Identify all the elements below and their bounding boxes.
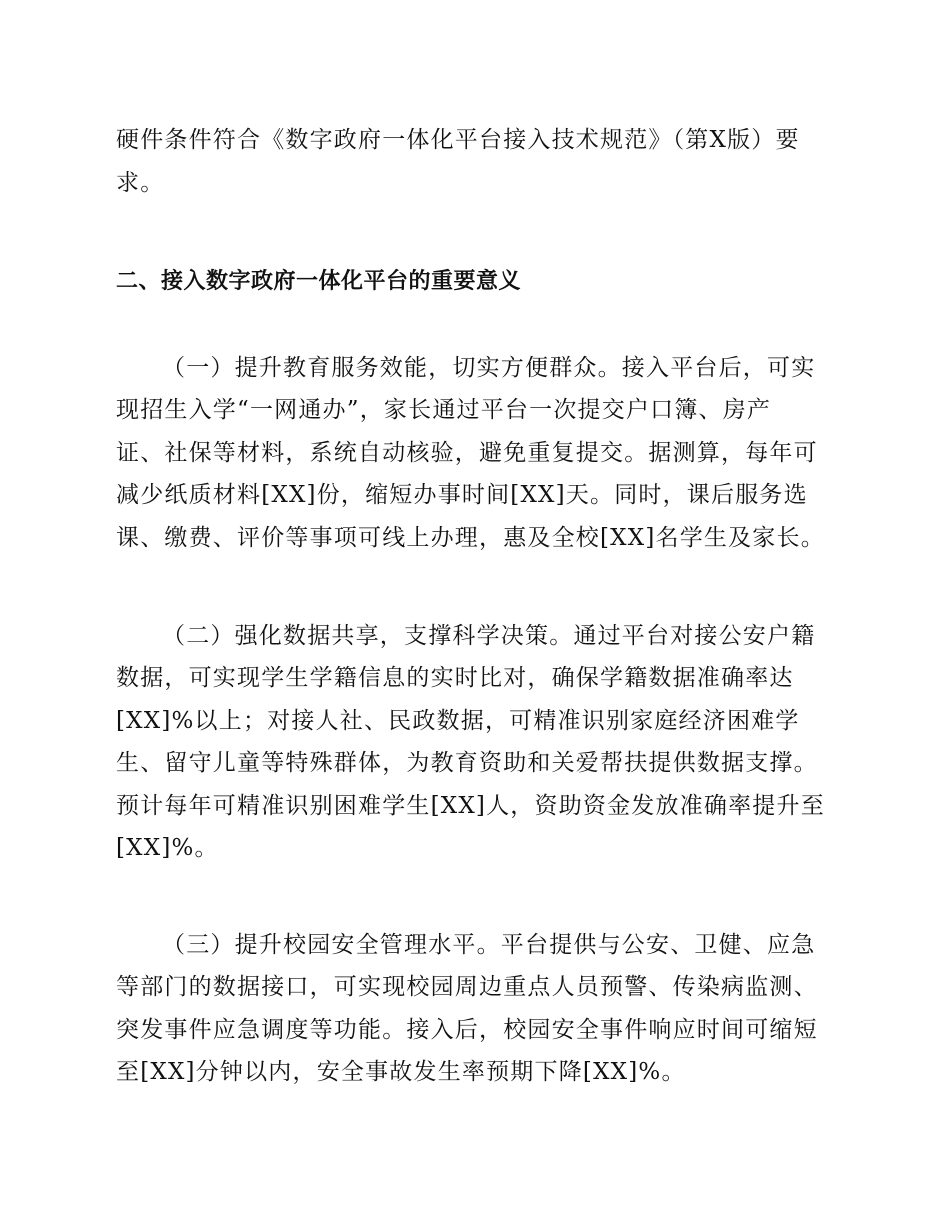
paragraph-3-line-4: 至[XX]分钟以内，安全事故发生率预期下降[XX]%。 xyxy=(116,1059,686,1085)
paragraph-1-line-2: 现招生入学“一网通办”，家长通过平台一次提交户口簿、房产 xyxy=(116,397,772,423)
paragraph-2-line-5: 预计每年可精准识别困难学生[XX]人，资助资金发放准确率提升至 xyxy=(116,793,825,819)
paragraph-2-line-4: 生、留守儿童等特殊群体，为教育资助和关爱帮扶提供数据支撑。 xyxy=(116,750,818,776)
paragraph-1-line-3: 证、社保等材料，系统自动核验，避免重复提交。据测算，每年可 xyxy=(116,440,818,466)
intro-line-1: 硬件条件符合《数字政府一体化平台接入技术规范》（第Ⅹ版）要 xyxy=(116,127,800,153)
paragraph-1-line-1: （一）提升教育服务效能，切实方便群众。接入平台后，可实 xyxy=(162,355,816,381)
paragraph-2-line-6: [XX]%。 xyxy=(116,835,219,861)
paragraph-3-line-3: 突发事件应急调度等功能。接入后，校园安全事件响应时间可缩短 xyxy=(116,1017,818,1043)
paragraph-3-line-2: 等部门的数据接口，可实现校园周边重点人员预警、传染病监测、 xyxy=(116,974,818,1000)
paragraph-2-line-1: （二）强化数据共享，支撑科学决策。通过平台对接公安户籍 xyxy=(162,623,816,649)
paragraph-1-line-5: 课、缴费、评价等事项可线上办理，惠及全校[XX]名学生及家长。 xyxy=(116,525,825,551)
paragraph-2-line-2: 数据，可实现学生学籍信息的实时比对，确保学籍数据准确率达 xyxy=(116,665,794,691)
paragraph-1-line-4: 减少纸质材料[XX]份，缩短办事时间[XX]天。同时，课后服务选 xyxy=(116,482,808,508)
paragraph-3-line-1: （三）提升校园安全管理水平。平台提供与公安、卫健、应急 xyxy=(162,932,816,958)
section-heading: 二、接入数字政府一体化平台的重要意义 xyxy=(116,269,522,294)
paragraph-2-line-3: [XX]%以上；对接人社、民政数据，可精准识别家庭经济困难学 xyxy=(116,708,800,734)
intro-line-2: 求。 xyxy=(116,170,165,196)
